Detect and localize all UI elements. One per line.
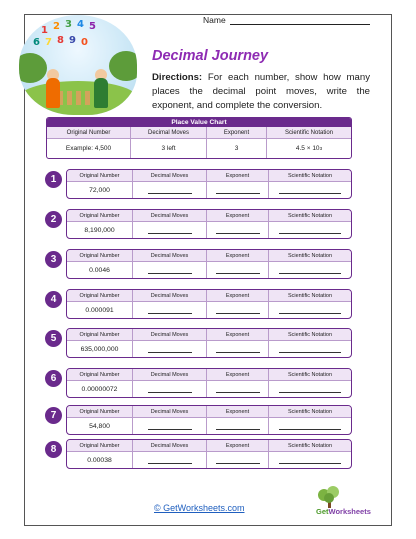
decimal-moves-blank-cell xyxy=(133,262,207,279)
original-number: 54,800 xyxy=(67,418,133,435)
exponent-blank[interactable] xyxy=(216,227,260,234)
place-value-chart-title: Place Value Chart xyxy=(47,118,351,127)
decimal-moves-blank[interactable] xyxy=(148,307,192,314)
exponent-blank[interactable] xyxy=(216,423,260,430)
directions xyxy=(152,71,370,113)
decimal-moves-blank-cell xyxy=(133,302,207,319)
name-line[interactable] xyxy=(230,16,370,25)
problem-row xyxy=(66,368,352,398)
digit: 3 xyxy=(65,19,72,30)
problem-header-row xyxy=(67,329,351,341)
logo-text xyxy=(316,507,371,516)
scientific-notation-blank-cell xyxy=(269,222,351,239)
original-number: 0.000091 xyxy=(67,302,133,319)
digit: 4 xyxy=(77,19,84,30)
original-number: 0.00000072 xyxy=(67,381,133,398)
problem-header-row xyxy=(67,440,351,452)
tree-logo-icon xyxy=(314,486,376,508)
column-header: Original Number xyxy=(67,210,133,221)
column-header: Exponent xyxy=(207,440,269,451)
scientific-notation-blank-cell xyxy=(269,182,351,199)
original-number: 635,000,000 xyxy=(67,341,133,358)
problem-header-row xyxy=(67,170,351,182)
problem-answer-row xyxy=(67,222,351,239)
kid-figure xyxy=(46,78,60,108)
name-field[interactable] xyxy=(203,15,370,25)
column-header: Original Number xyxy=(67,440,133,451)
column-header: Original Number xyxy=(67,250,133,261)
exponent-blank[interactable] xyxy=(216,267,260,274)
scientific-notation-blank[interactable] xyxy=(279,227,341,234)
problem-answer-row xyxy=(67,452,351,469)
column-header: Original Number xyxy=(67,369,133,380)
exponent-blank[interactable] xyxy=(216,386,260,393)
original-number: 0.00038 xyxy=(67,452,133,469)
decimal-moves-blank-cell xyxy=(133,341,207,358)
problem-answer-row xyxy=(67,302,351,319)
column-header: Original Number xyxy=(67,406,133,417)
scientific-notation-blank[interactable] xyxy=(279,267,341,274)
exponent-blank[interactable] xyxy=(216,187,260,194)
scientific-notation-blank-cell xyxy=(269,302,351,319)
exponent-blank-cell xyxy=(207,452,269,469)
decimal-moves-blank[interactable] xyxy=(148,386,192,393)
digit: 2 xyxy=(53,21,60,32)
column-header: Original Number xyxy=(67,170,133,181)
column-header: Scientific Notation xyxy=(287,371,333,378)
column-header: Exponent xyxy=(207,406,269,417)
problem-number-badge: 5 xyxy=(45,330,62,347)
problem-row xyxy=(66,169,352,199)
problem-header-row xyxy=(67,369,351,381)
exponent-blank-cell xyxy=(207,262,269,279)
original-number: 8,190,000 xyxy=(67,222,133,239)
column-header: Scientific Notation xyxy=(284,129,334,136)
column-header: Decimal Moves xyxy=(133,210,207,221)
digit: 6 xyxy=(33,37,40,48)
column-header: Decimal Moves xyxy=(131,127,207,138)
scientific-notation-blank[interactable] xyxy=(279,346,341,353)
column-header: Scientific Notation xyxy=(287,292,333,299)
problem-row xyxy=(66,328,352,358)
column-header: Decimal Moves xyxy=(133,406,207,417)
original-number: 0.0046 xyxy=(67,262,133,279)
problem-header-row xyxy=(67,210,351,222)
problem-answer-row xyxy=(67,418,351,435)
kid-figure xyxy=(94,78,108,108)
exponent-blank-cell xyxy=(207,341,269,358)
example-exponent: 3 xyxy=(207,139,267,158)
column-header: Exponent xyxy=(207,290,269,301)
column-header: Decimal Moves xyxy=(133,290,207,301)
scientific-notation-blank-cell xyxy=(269,418,351,435)
column-header: Exponent xyxy=(207,329,269,340)
example-notation-base: 4.5 × 10 xyxy=(295,145,320,152)
digit: 8 xyxy=(57,35,64,46)
directions-text: For each number, show how many places the decimal point moves, write the exponent, and complete the conversion. xyxy=(152,72,370,111)
place-value-header-row xyxy=(47,127,351,138)
exponent-blank-cell xyxy=(207,182,269,199)
tree-right xyxy=(109,51,137,81)
exponent-blank[interactable] xyxy=(216,307,260,314)
column-header: Exponent xyxy=(207,170,269,181)
problem-row xyxy=(66,249,352,279)
page-title: Decimal Journey xyxy=(152,48,269,64)
decimal-moves-blank[interactable] xyxy=(148,187,192,194)
footer-link[interactable]: © GetWorksheets.com xyxy=(154,503,245,513)
scientific-notation-blank-cell xyxy=(269,262,351,279)
problem-row xyxy=(66,289,352,319)
scientific-notation-blank-cell xyxy=(269,381,351,398)
scientific-notation-blank[interactable] xyxy=(279,423,341,430)
scientific-notation-blank[interactable] xyxy=(279,457,341,464)
column-header: Decimal Moves xyxy=(133,250,207,261)
decimal-moves-blank[interactable] xyxy=(148,227,192,234)
decimal-moves-blank[interactable] xyxy=(148,423,192,430)
problem-number-badge: 1 xyxy=(45,171,62,188)
scientific-notation-blank-cell xyxy=(269,452,351,469)
column-header: Original Number xyxy=(67,290,133,301)
problem-number-badge: 7 xyxy=(45,407,62,424)
column-header: Decimal Moves xyxy=(133,329,207,340)
digit: 5 xyxy=(89,21,96,32)
column-header: Original Number xyxy=(67,329,133,340)
example-row xyxy=(47,138,351,158)
problem-number-badge: 8 xyxy=(45,441,62,458)
column-header: Exponent xyxy=(207,250,269,261)
column-header: Scientific Notation xyxy=(287,442,333,449)
scientific-notation-blank[interactable] xyxy=(279,187,341,194)
scientific-notation-blank-cell xyxy=(269,341,351,358)
decimal-moves-blank-cell xyxy=(133,381,207,398)
problem-number-badge: 2 xyxy=(45,211,62,228)
column-header: Original Number xyxy=(47,127,131,138)
exponent-blank[interactable] xyxy=(216,346,260,353)
problem-answer-row xyxy=(67,262,351,279)
decimal-moves-blank-cell xyxy=(133,452,207,469)
digit: 1 xyxy=(41,25,48,36)
column-header: Scientific Notation xyxy=(287,331,333,338)
digit: 0 xyxy=(81,37,88,48)
problem-header-row xyxy=(67,250,351,262)
problem-answer-row xyxy=(67,341,351,358)
exponent-blank[interactable] xyxy=(216,457,260,464)
problem-answer-row xyxy=(67,381,351,398)
example-original: Example: 4,500 xyxy=(47,139,131,158)
problem-answer-row xyxy=(67,182,351,199)
column-header: Exponent xyxy=(207,127,267,138)
place-value-chart xyxy=(46,117,352,159)
directions-label: Directions: xyxy=(152,72,203,83)
exponent-blank-cell xyxy=(207,222,269,239)
column-header: Exponent xyxy=(207,369,269,380)
column-header: Decimal Moves xyxy=(133,369,207,380)
name-label: Name xyxy=(203,15,226,25)
problem-row xyxy=(66,439,352,469)
example-notation: 4.5 × 10 3 xyxy=(295,145,323,152)
original-number: 72,000 xyxy=(67,182,133,199)
kids-numbers-illustration xyxy=(19,15,137,115)
exponent-blank-cell xyxy=(207,302,269,319)
scientific-notation-blank[interactable] xyxy=(279,307,341,314)
problem-number-badge: 4 xyxy=(45,291,62,308)
column-header: Scientific Notation xyxy=(287,252,333,259)
logo-text-worksheets: Worksheets xyxy=(328,507,371,516)
digit: 9 xyxy=(69,35,76,46)
decimal-moves-blank[interactable] xyxy=(148,267,192,274)
getworksheets-logo xyxy=(314,486,376,520)
tree-left xyxy=(19,53,47,83)
column-header: Scientific Notation xyxy=(287,408,333,415)
exponent-blank-cell xyxy=(207,381,269,398)
digit: 7 xyxy=(45,37,52,48)
column-header: Decimal Moves xyxy=(133,440,207,451)
problem-number-badge: 3 xyxy=(45,251,62,268)
column-header: Decimal Moves xyxy=(133,170,207,181)
logo-text-get: Get xyxy=(316,507,329,516)
decimal-moves-blank-cell xyxy=(133,418,207,435)
column-header: Scientific Notation xyxy=(287,212,333,219)
problem-header-row xyxy=(67,290,351,302)
example-moves: 3 left xyxy=(131,139,207,158)
problem-number-badge: 6 xyxy=(45,370,62,387)
column-header: Scientific Notation xyxy=(287,172,333,179)
decimal-moves-blank-cell xyxy=(133,222,207,239)
decimal-moves-blank[interactable] xyxy=(148,457,192,464)
problem-header-row xyxy=(67,406,351,418)
column-header: Exponent xyxy=(207,210,269,221)
decimal-moves-blank-cell xyxy=(133,182,207,199)
exponent-blank-cell xyxy=(207,418,269,435)
problem-row xyxy=(66,405,352,435)
decimal-moves-blank[interactable] xyxy=(148,346,192,353)
problem-row xyxy=(66,209,352,239)
scientific-notation-blank[interactable] xyxy=(279,386,341,393)
